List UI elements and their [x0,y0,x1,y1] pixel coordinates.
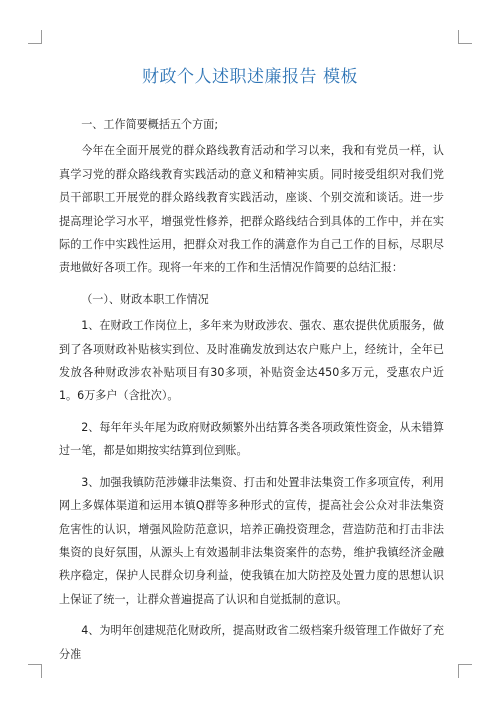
body-paragraph: 2、每年年头年尾为政府财政频繁外出结算各类各项政策性资金，从未错算过一笔，都是如期按实结算到位到账。 [59,420,444,458]
crop-mark-top-left [28,43,42,44]
body-paragraph: 4、为明年创建规范化财政所，提高财政省二级档案升级管理工作做好了充分准 [59,624,444,661]
crop-mark-bottom-left [41,664,42,678]
body-paragraph: 今年在全面开展党的群众路线教育活动和学习以来，我和有党员一样，认真学习党的群众路线教育实践活动的意义和精神实质。同时接受组织对我们党员干部职工开展党的群众路线教育实践活动，座谈、个别交流和谈话。进一步提高理论学习水平，增强党性修养，把群众路线结合到具体的工作中，并在实际的工作中实践性运用，把群众对我工作的满意作为自己工作的目标，尽职尽责地做好各项工作。现将一年来的工作和生活情况作简要的总结汇报： [59,144,444,275]
crop-mark-bottom-right [458,664,459,678]
subsection-heading: （一）、财政本职工作情况 [81,292,209,306]
document-body [59,113,444,666]
crop-mark-top-left [41,30,42,44]
body-paragraph: 1、在财政工作岗位上，多年来为财政涉农、强农、惠农提供优质服务，做到了各项财政补贴核实到位、及时准确发放到达农户账户上，经统计，全年已发放各种财政涉农补贴项目有30多项，补贴资金达450多万元，受惠农户近1。6万多户（含批次）。 [59,319,444,403]
crop-mark-bottom-right [458,664,472,665]
crop-mark-bottom-left [28,664,42,665]
body-paragraph: 3、加强我镇防范涉嫌非法集资、打击和处置非法集资工作多项宣传，利用网上多媒体渠道和运用本镇Q群等多种形式的宣传，提高社会公众对非法集资危害性的认识，增强风险防范意识，培养正确投资理念，营造防范和打击非法集资的良好氛围，从源头上有效遏制非法集资案件的态势，维护我镇经济金融秩序稳定，保护人民群众切身利益，使我镇在加大防控及处置力度的思想认识上保证了统一，让群众普遍提高了认识和自觉抵制的意识。 [59,475,444,606]
crop-mark-top-right [458,30,459,44]
document-title: 财政个人述职述廉报告 模板 [142,67,358,87]
section-heading: 一、工作简要概括五个方面; [81,118,219,131]
crop-mark-top-right [458,43,472,44]
